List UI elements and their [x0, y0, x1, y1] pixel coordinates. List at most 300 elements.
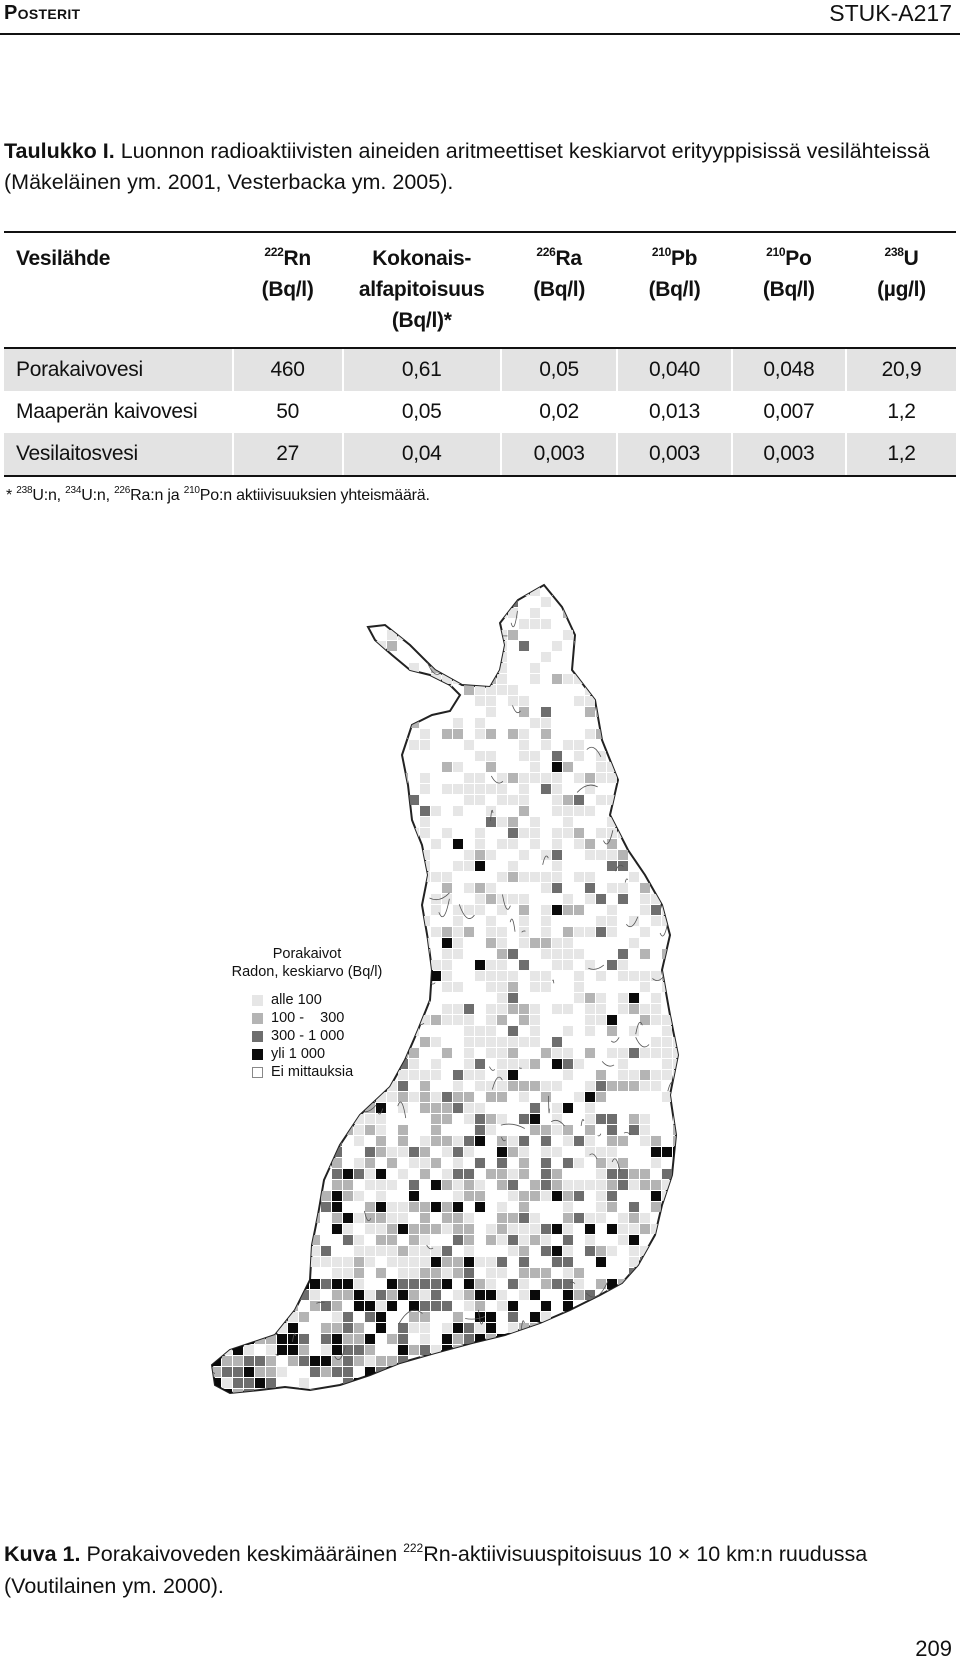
- map-cell: [464, 663, 474, 673]
- map-cell: [684, 1477, 694, 1487]
- map-cell: [321, 1103, 331, 1113]
- map-cell: [277, 773, 287, 783]
- map-cell: [211, 1158, 221, 1168]
- map-cell: [640, 927, 650, 937]
- map-cell: [442, 1004, 452, 1014]
- map-cell: [695, 795, 700, 805]
- border-line: [628, 1382, 636, 1399]
- map-cell: [673, 806, 683, 816]
- map-cell: [442, 1444, 452, 1454]
- map-cell: [409, 1180, 419, 1190]
- map-cell: [673, 1136, 683, 1146]
- map-cell: [530, 1345, 540, 1355]
- table-caption-label: Taulukko I.: [4, 139, 115, 163]
- map-cell: [200, 1026, 210, 1036]
- map-cell: [453, 1158, 463, 1168]
- map-cell: [651, 1257, 661, 1267]
- map-cell: [288, 685, 298, 695]
- map-cell: [508, 1356, 518, 1366]
- map-cell: [442, 960, 452, 970]
- map-cell: [277, 1191, 287, 1201]
- map-cell: [398, 1499, 408, 1505]
- table-cell: 0,048: [732, 348, 846, 391]
- map-cell: [233, 1455, 243, 1465]
- map-cell: [211, 1290, 221, 1300]
- map-cell: [200, 1125, 210, 1135]
- map-cell: [662, 1499, 672, 1505]
- map-cell: [607, 927, 617, 937]
- map-cell: [277, 1345, 287, 1355]
- map-cell: [244, 1114, 254, 1124]
- map-cell: [530, 1488, 540, 1498]
- map-cell: [409, 1433, 419, 1443]
- map-cell: [585, 1026, 595, 1036]
- map-cell: [222, 795, 232, 805]
- map-cell: [497, 1048, 507, 1058]
- border-line: [612, 717, 614, 725]
- map-cell: [255, 1422, 265, 1432]
- map-cell: [200, 1158, 210, 1168]
- map-cell: [541, 1466, 551, 1476]
- map-cell: [585, 1466, 595, 1476]
- map-cell: [420, 1422, 430, 1432]
- map-cell: [431, 608, 441, 618]
- map-cell: [684, 872, 694, 882]
- map-cell: [233, 872, 243, 882]
- map-cell: [453, 1268, 463, 1278]
- map-cell: [398, 1444, 408, 1454]
- map-cell: [673, 1455, 683, 1465]
- border-line: [258, 649, 260, 654]
- map-cell: [211, 993, 221, 1003]
- map-cell: [475, 1323, 485, 1333]
- map-cell: [607, 1466, 617, 1476]
- map-cell: [343, 762, 353, 772]
- map-cell: [475, 850, 485, 860]
- map-cell: [222, 1422, 232, 1432]
- map-cell: [222, 850, 232, 860]
- map-cell: [321, 1257, 331, 1267]
- map-cell: [288, 927, 298, 937]
- table-cell: 0,05: [501, 348, 618, 391]
- map-cell: [541, 740, 551, 750]
- map-cell: [244, 1455, 254, 1465]
- map-cell: [585, 1004, 595, 1014]
- map-cell: [365, 575, 375, 585]
- map-cell: [310, 861, 320, 871]
- map-cell: [563, 1378, 573, 1388]
- map-cell: [354, 762, 364, 772]
- map-cell: [420, 1224, 430, 1234]
- map-cell: [695, 817, 700, 827]
- table-cell: 20,9: [846, 348, 956, 391]
- map-cell: [464, 1059, 474, 1069]
- map-cell: [387, 1466, 397, 1476]
- map-cell: [563, 674, 573, 684]
- map-cell: [552, 1257, 562, 1267]
- map-cell: [695, 828, 700, 838]
- map-cell: [475, 905, 485, 915]
- table-cell: 0,040: [617, 348, 731, 391]
- map-cell: [585, 608, 595, 618]
- map-cell: [552, 1224, 562, 1234]
- map-cell: [332, 1301, 342, 1311]
- map-cell: [255, 1147, 265, 1157]
- map-cell: [497, 1224, 507, 1234]
- map-cell: [332, 1411, 342, 1421]
- map-cell: [552, 795, 562, 805]
- map-cell: [486, 784, 496, 794]
- map-cell: [574, 575, 584, 585]
- map-cell: [398, 1268, 408, 1278]
- map-cell: [464, 1334, 474, 1344]
- map-cell: [673, 1466, 683, 1476]
- map-cell: [585, 1477, 595, 1487]
- map-cell: [519, 1444, 529, 1454]
- map-cell: [475, 630, 485, 640]
- map-cell: [695, 1422, 700, 1432]
- map-cell: [420, 817, 430, 827]
- map-cell: [629, 1301, 639, 1311]
- map-cell: [343, 641, 353, 651]
- map-cell: [354, 916, 364, 926]
- map-cell: [508, 1147, 518, 1157]
- map-cell: [453, 982, 463, 992]
- map-cell: [299, 1356, 309, 1366]
- map-cell: [266, 1180, 276, 1190]
- map-cell: [541, 883, 551, 893]
- map-cell: [222, 652, 232, 662]
- map-cell: [453, 1180, 463, 1190]
- map-cell: [266, 1411, 276, 1421]
- map-cell: [695, 1268, 700, 1278]
- map-cell: [222, 1169, 232, 1179]
- map-cell: [651, 872, 661, 882]
- map-cell: [640, 1389, 650, 1399]
- table-cell: 0,003: [617, 433, 731, 476]
- map-cell: [299, 1444, 309, 1454]
- map-cell: [552, 960, 562, 970]
- map-cell: [310, 1191, 320, 1201]
- map-cell: [332, 1499, 342, 1505]
- map-cell: [354, 1334, 364, 1344]
- map-cell: [222, 1334, 232, 1344]
- legend-swatch: [252, 1049, 263, 1060]
- map-cell: [365, 674, 375, 684]
- map-cell: [519, 1224, 529, 1234]
- map-cell: [365, 1092, 375, 1102]
- map-cell: [398, 1092, 408, 1102]
- map-cell: [662, 1224, 672, 1234]
- map-cell: [607, 729, 617, 739]
- map-cell: [541, 850, 551, 860]
- map-cell: [255, 1466, 265, 1476]
- map-cell: [563, 1125, 573, 1135]
- map-cell: [387, 1422, 397, 1432]
- map-cell: [200, 1477, 210, 1487]
- map-cell: [453, 608, 463, 618]
- map-cell: [398, 1334, 408, 1344]
- map-cell: [200, 597, 210, 607]
- map-cell: [629, 1455, 639, 1465]
- map-cell: [211, 894, 221, 904]
- map-cell: [695, 1378, 700, 1388]
- map-cell: [255, 1191, 265, 1201]
- map-cell: [288, 850, 298, 860]
- map-cell: [607, 1169, 617, 1179]
- map-cell: [607, 1367, 617, 1377]
- map-cell: [288, 1356, 298, 1366]
- map-cell: [244, 1202, 254, 1212]
- map-cell: [233, 1356, 243, 1366]
- map-cell: [486, 751, 496, 761]
- map-cell: [541, 1455, 551, 1465]
- map-cell: [618, 751, 628, 761]
- map-cell: [409, 971, 419, 981]
- map-cell: [464, 1224, 474, 1234]
- map-cell: [442, 1246, 452, 1256]
- map-cell: [574, 1444, 584, 1454]
- map-cell: [497, 1037, 507, 1047]
- map-cell: [618, 949, 628, 959]
- map-cell: [475, 861, 485, 871]
- map-cell: [277, 905, 287, 915]
- map-cell: [365, 1411, 375, 1421]
- map-cell: [233, 1400, 243, 1410]
- table-cell: 1,2: [846, 433, 956, 476]
- map-cell: [486, 1422, 496, 1432]
- map-cell: [310, 1213, 320, 1223]
- map-cell: [321, 762, 331, 772]
- map-cell: [431, 1411, 441, 1421]
- map-cell: [662, 828, 672, 838]
- map-cell: [695, 1356, 700, 1366]
- map-cell: [519, 1235, 529, 1245]
- map-cell: [211, 1202, 221, 1212]
- map-cell: [387, 817, 397, 827]
- map-cell: [552, 1103, 562, 1113]
- map-cell: [200, 1015, 210, 1025]
- map-cell: [464, 1279, 474, 1289]
- map-cell: [585, 1444, 595, 1454]
- map-cell: [475, 1301, 485, 1311]
- map-cell: [442, 619, 452, 629]
- map-cell: [442, 1499, 452, 1505]
- map-cell: [409, 883, 419, 893]
- map-cell: [376, 652, 386, 662]
- map-cell: [607, 861, 617, 871]
- border-line: [644, 580, 652, 587]
- map-cell: [552, 1356, 562, 1366]
- map-cell: [530, 1213, 540, 1223]
- map-cell: [354, 1268, 364, 1278]
- map-cell: [343, 1257, 353, 1267]
- map-cell: [541, 1136, 551, 1146]
- map-cell: [673, 751, 683, 761]
- map-cell: [684, 1488, 694, 1498]
- figure-caption-label: Kuva 1.: [4, 1542, 81, 1566]
- map-cell: [277, 1202, 287, 1212]
- map-cell: [519, 1279, 529, 1289]
- map-cell: [684, 905, 694, 915]
- map-cell: [222, 1356, 232, 1366]
- map-cell: [211, 630, 221, 640]
- map-cell: [508, 1466, 518, 1476]
- map-cell: [585, 707, 595, 717]
- map-cell: [343, 850, 353, 860]
- map-cell: [398, 1290, 408, 1300]
- map-cell: [398, 861, 408, 871]
- map-cell: [442, 1114, 452, 1124]
- map-cell: [585, 1422, 595, 1432]
- map-cell: [211, 1015, 221, 1025]
- map-cell: [530, 608, 540, 618]
- map-cell: [497, 1455, 507, 1465]
- map-cell: [409, 1015, 419, 1025]
- map-cell: [244, 1147, 254, 1157]
- map-cell: [266, 1213, 276, 1223]
- table-cell: 0,007: [732, 391, 846, 433]
- map-cell: [563, 1290, 573, 1300]
- map-cell: [398, 784, 408, 794]
- map-cell: [651, 1422, 661, 1432]
- map-cell: [497, 960, 507, 970]
- map-cell: [442, 828, 452, 838]
- map-cell: [596, 1477, 606, 1487]
- map-cell: [651, 773, 661, 783]
- map-cell: [541, 1422, 551, 1432]
- map-cell: [662, 597, 672, 607]
- map-cell: [651, 839, 661, 849]
- map-cell: [398, 685, 408, 695]
- map-cell: [695, 1334, 700, 1344]
- map-cell: [222, 1411, 232, 1421]
- map-cell: [332, 751, 342, 761]
- map-cell: [222, 1466, 232, 1476]
- map-cell: [420, 1455, 430, 1465]
- border-line: [400, 681, 408, 688]
- map-cell: [244, 1312, 254, 1322]
- map-cell: [321, 1433, 331, 1443]
- map-cell: [310, 663, 320, 673]
- map-cell: [310, 630, 320, 640]
- map-cell: [211, 839, 221, 849]
- map-cell: [662, 1059, 672, 1069]
- map-cell: [200, 1136, 210, 1146]
- map-cell: [651, 630, 661, 640]
- map-cell: [552, 1488, 562, 1498]
- map-cell: [222, 1444, 232, 1454]
- table-cell: 0,003: [501, 433, 618, 476]
- map-cell: [519, 729, 529, 739]
- map-cell: [387, 1235, 397, 1245]
- map-cell: [332, 1092, 342, 1102]
- map-cell: [486, 1356, 496, 1366]
- map-cell: [497, 1070, 507, 1080]
- map-cell: [552, 674, 562, 684]
- map-cell: [321, 1191, 331, 1201]
- map-cell: [310, 696, 320, 706]
- map-cell: [376, 1147, 386, 1157]
- map-cell: [508, 1180, 518, 1190]
- map-cell: [695, 949, 700, 959]
- table-footnote: * $^{238}$U:n, $^{234}$U:n, $^{226}$Ra:n ja $^{210}$Po:n aktiivisuuksien yhteismäärä.: [6, 485, 430, 504]
- map-cell: [530, 1224, 540, 1234]
- map-cell: [618, 1400, 628, 1410]
- map-cell: [552, 850, 562, 860]
- map-cell: [640, 1213, 650, 1223]
- map-cell: [574, 1455, 584, 1465]
- map-cell: [519, 1147, 529, 1157]
- map-cell: [222, 1433, 232, 1443]
- map-cell: [398, 916, 408, 926]
- map-cell: [497, 1213, 507, 1223]
- map-cell: [288, 1103, 298, 1113]
- map-cell: [200, 1114, 210, 1124]
- map-cell: [673, 674, 683, 684]
- map-cell: [420, 1499, 430, 1505]
- map-cell: [673, 817, 683, 827]
- map-cell: [222, 1323, 232, 1333]
- map-cell: [629, 1114, 639, 1124]
- map-cell: [431, 1268, 441, 1278]
- map-cell: [365, 1466, 375, 1476]
- map-cell: [299, 1466, 309, 1476]
- border-line: [325, 1091, 333, 1099]
- map-cell: [684, 1389, 694, 1399]
- map-cell: [200, 784, 210, 794]
- map-cell: [244, 1488, 254, 1498]
- map-cell: [475, 1290, 485, 1300]
- map-cell: [640, 685, 650, 695]
- map-cell: [332, 1158, 342, 1168]
- map-cell: [497, 1092, 507, 1102]
- map-cell: [684, 1191, 694, 1201]
- map-cell: [475, 1114, 485, 1124]
- map-cell: [233, 1444, 243, 1454]
- map-cell: [684, 1147, 694, 1157]
- map-cell: [299, 1213, 309, 1223]
- map-cell: [398, 1169, 408, 1179]
- map-cell: [497, 872, 507, 882]
- map-cell: [409, 1158, 419, 1168]
- map-cell: [332, 916, 342, 926]
- map-cell: [508, 1004, 518, 1014]
- map-cell: [431, 586, 441, 596]
- map-cell: [684, 1180, 694, 1190]
- map-cell: [409, 1224, 419, 1234]
- map-cell: [464, 1114, 474, 1124]
- map-cell: [398, 1213, 408, 1223]
- map-cell: [596, 916, 606, 926]
- map-cell: [200, 905, 210, 915]
- map-cell: [464, 1191, 474, 1201]
- map-cell: [266, 1389, 276, 1399]
- map-cell: [519, 1400, 529, 1410]
- map-cell: [695, 1411, 700, 1421]
- map-cell: [475, 1180, 485, 1190]
- map-cell: [618, 1455, 628, 1465]
- map-cell: [398, 949, 408, 959]
- map-cell: [387, 1092, 397, 1102]
- map-cell: [266, 916, 276, 926]
- map-cell: [596, 1081, 606, 1091]
- map-cell: [255, 1169, 265, 1179]
- map-cell: [651, 718, 661, 728]
- map-cell: [376, 1092, 386, 1102]
- map-cell: [585, 1224, 595, 1234]
- map-cell: [288, 828, 298, 838]
